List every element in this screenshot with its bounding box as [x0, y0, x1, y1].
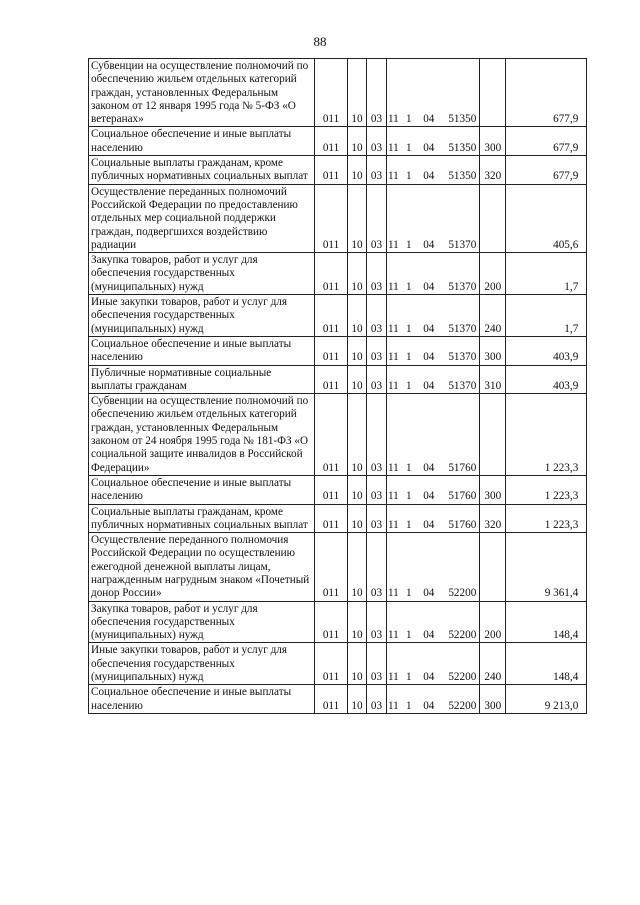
- direction-code: 52200: [440, 601, 480, 643]
- subprogram-code: 1: [400, 365, 418, 394]
- program-code: 11: [387, 127, 400, 156]
- direction-code: 51350: [440, 156, 480, 185]
- row-name: Иные закупки товаров, работ и услуг для обеспечения государственных (муниципальных) нужд: [89, 643, 315, 685]
- row-name: Социальное обеспечение и иные выплаты населению: [89, 685, 315, 714]
- direction-code: 52200: [440, 643, 480, 685]
- event-code: 04: [418, 533, 440, 601]
- direction-code: 51370: [440, 184, 480, 252]
- amount: 148,4: [506, 643, 587, 685]
- direction-code: 51370: [440, 336, 480, 365]
- amount: 1 223,3: [506, 394, 587, 476]
- amount: 405,6: [506, 184, 587, 252]
- subprogram-code: 1: [400, 504, 418, 533]
- program-code: 11: [387, 253, 400, 295]
- table-row: [89, 475, 587, 504]
- program-code: 11: [387, 685, 400, 714]
- subsection-code: 03: [367, 59, 387, 127]
- section-code: 10: [348, 643, 367, 685]
- section-code: 10: [348, 685, 367, 714]
- direction-code: 51370: [440, 295, 480, 337]
- section-code: 10: [348, 365, 367, 394]
- amount: 403,9: [506, 336, 587, 365]
- direction-code: 51350: [440, 127, 480, 156]
- subsection-code: 03: [367, 533, 387, 601]
- ministry-code: 011: [315, 685, 348, 714]
- subsection-code: 03: [367, 601, 387, 643]
- program-code: 11: [387, 601, 400, 643]
- section-code: 10: [348, 59, 367, 127]
- direction-code: 52200: [440, 533, 480, 601]
- subprogram-code: 1: [400, 475, 418, 504]
- subprogram-code: 1: [400, 336, 418, 365]
- ministry-code: 011: [315, 184, 348, 252]
- expense-type-code: 300: [480, 685, 506, 714]
- subprogram-code: 1: [400, 156, 418, 185]
- subsection-code: 03: [367, 504, 387, 533]
- direction-code: 51350: [440, 59, 480, 127]
- direction-code: 51760: [440, 475, 480, 504]
- ministry-code: 011: [315, 127, 348, 156]
- amount: 1 223,3: [506, 504, 587, 533]
- expense-type-code: 300: [480, 475, 506, 504]
- direction-code: 51370: [440, 365, 480, 394]
- program-code: 11: [387, 475, 400, 504]
- section-code: 10: [348, 184, 367, 252]
- direction-code: 51760: [440, 504, 480, 533]
- event-code: 04: [418, 336, 440, 365]
- expense-type-code: 320: [480, 156, 506, 185]
- program-code: 11: [387, 394, 400, 476]
- event-code: 04: [418, 127, 440, 156]
- table-row: [89, 533, 587, 601]
- subprogram-code: 1: [400, 127, 418, 156]
- event-code: 04: [418, 643, 440, 685]
- section-code: 10: [348, 336, 367, 365]
- subsection-code: 03: [367, 685, 387, 714]
- ministry-code: 011: [315, 59, 348, 127]
- subsection-code: 03: [367, 643, 387, 685]
- expense-type-code: [480, 59, 506, 127]
- amount: 677,9: [506, 156, 587, 185]
- row-name: Социальное обеспечение и иные выплаты населению: [89, 336, 315, 365]
- section-code: 10: [348, 601, 367, 643]
- ministry-code: 011: [315, 253, 348, 295]
- subsection-code: 03: [367, 365, 387, 394]
- row-name: Закупка товаров, работ и услуг для обеспечения государственных (муниципальных) нужд: [89, 253, 315, 295]
- program-code: 11: [387, 184, 400, 252]
- subprogram-code: 1: [400, 253, 418, 295]
- direction-code: 51370: [440, 253, 480, 295]
- program-code: 11: [387, 336, 400, 365]
- row-name: Социальное обеспечение и иные выплаты населению: [89, 127, 315, 156]
- subsection-code: 03: [367, 127, 387, 156]
- row-name: Осуществление переданных полномочий Российской Федерации по предоставлению отдельных мер социальной поддержки граждан, подвергшихся воздействию радиации: [89, 184, 315, 252]
- expense-type-code: 240: [480, 643, 506, 685]
- subprogram-code: 1: [400, 685, 418, 714]
- amount: 677,9: [506, 59, 587, 127]
- ministry-code: 011: [315, 156, 348, 185]
- subprogram-code: 1: [400, 601, 418, 643]
- row-name: Закупка товаров, работ и услуг для обеспечения государственных (муниципальных) нужд: [89, 601, 315, 643]
- table-row: [89, 59, 587, 127]
- direction-code: 51760: [440, 394, 480, 476]
- expense-type-code: 310: [480, 365, 506, 394]
- subsection-code: 03: [367, 336, 387, 365]
- program-code: 11: [387, 295, 400, 337]
- subprogram-code: 1: [400, 59, 418, 127]
- ministry-code: 011: [315, 601, 348, 643]
- subsection-code: 03: [367, 156, 387, 185]
- row-name: Субвенции на осуществление полномочий по обеспечению жильем отдельных категорий граждан, установленных Федеральным законом от 12 января 1995 года № 5-ФЗ «О ветеранах»: [89, 59, 315, 127]
- ministry-code: 011: [315, 533, 348, 601]
- amount: 148,4: [506, 601, 587, 643]
- table-row: [89, 365, 587, 394]
- event-code: 04: [418, 394, 440, 476]
- program-code: 11: [387, 156, 400, 185]
- table-row: [89, 156, 587, 185]
- table-row: [89, 643, 587, 685]
- amount: 1 223,3: [506, 475, 587, 504]
- amount: 677,9: [506, 127, 587, 156]
- table-row: [89, 601, 587, 643]
- program-code: 11: [387, 504, 400, 533]
- section-code: 10: [348, 253, 367, 295]
- row-name: Субвенции на осуществление полномочий по обеспечению жильем отдельных категорий граждан, установленных Федеральным законом от 24 ноября 1995 года № 181-ФЗ «О социальной защите инвалидов в Российской Федерации»: [89, 394, 315, 476]
- row-name: Публичные нормативные социальные выплаты гражданам: [89, 365, 315, 394]
- program-code: 11: [387, 59, 400, 127]
- row-name: Социальные выплаты гражданам, кроме публичных нормативных социальных выплат: [89, 504, 315, 533]
- event-code: 04: [418, 253, 440, 295]
- expense-type-code: [480, 394, 506, 476]
- amount: 9 213,0: [506, 685, 587, 714]
- event-code: 04: [418, 475, 440, 504]
- program-code: 11: [387, 643, 400, 685]
- event-code: 04: [418, 156, 440, 185]
- table-row: [89, 336, 587, 365]
- subprogram-code: 1: [400, 394, 418, 476]
- section-code: 10: [348, 504, 367, 533]
- event-code: 04: [418, 685, 440, 714]
- ministry-code: 011: [315, 504, 348, 533]
- amount: 1,7: [506, 253, 587, 295]
- section-code: 10: [348, 127, 367, 156]
- table-row: [89, 184, 587, 252]
- section-code: 10: [348, 394, 367, 476]
- expense-type-code: 320: [480, 504, 506, 533]
- program-code: 11: [387, 533, 400, 601]
- expense-type-code: [480, 184, 506, 252]
- section-code: 10: [348, 295, 367, 337]
- subsection-code: 03: [367, 184, 387, 252]
- row-name: Иные закупки товаров, работ и услуг для обеспечения государственных (муниципальных) нужд: [89, 295, 315, 337]
- expense-type-code: 240: [480, 295, 506, 337]
- ministry-code: 011: [315, 394, 348, 476]
- event-code: 04: [418, 504, 440, 533]
- ministry-code: 011: [315, 295, 348, 337]
- expense-type-code: 200: [480, 601, 506, 643]
- table-row: [89, 685, 587, 714]
- table-row: [89, 394, 587, 476]
- event-code: 04: [418, 59, 440, 127]
- subsection-code: 03: [367, 253, 387, 295]
- section-code: 10: [348, 475, 367, 504]
- subprogram-code: 1: [400, 295, 418, 337]
- subprogram-code: 1: [400, 643, 418, 685]
- event-code: 04: [418, 184, 440, 252]
- expense-type-code: [480, 533, 506, 601]
- ministry-code: 011: [315, 643, 348, 685]
- page-number: 88: [313, 34, 327, 49]
- section-code: 10: [348, 533, 367, 601]
- subprogram-code: 1: [400, 184, 418, 252]
- row-name: Социальные выплаты гражданам, кроме публичных нормативных социальных выплат: [89, 156, 315, 185]
- subsection-code: 03: [367, 394, 387, 476]
- ministry-code: 011: [315, 336, 348, 365]
- ministry-code: 011: [315, 475, 348, 504]
- amount: 403,9: [506, 365, 587, 394]
- row-name: Осуществление переданного полномочия Российской Федерации по осуществлению ежегодной денежной выплаты лицам, награжденным нагрудным знаком «Почетный донор России»: [89, 533, 315, 601]
- budget-table: [88, 58, 587, 714]
- row-name: Социальное обеспечение и иные выплаты населению: [89, 475, 315, 504]
- direction-code: 52200: [440, 685, 480, 714]
- expense-type-code: 300: [480, 127, 506, 156]
- program-code: 11: [387, 365, 400, 394]
- expense-type-code: 200: [480, 253, 506, 295]
- event-code: 04: [418, 295, 440, 337]
- table-row: [89, 504, 587, 533]
- subsection-code: 03: [367, 295, 387, 337]
- table-row: [89, 127, 587, 156]
- event-code: 04: [418, 601, 440, 643]
- amount: 9 361,4: [506, 533, 587, 601]
- table-row: [89, 295, 587, 337]
- subsection-code: 03: [367, 475, 387, 504]
- budget-table-body: [89, 59, 587, 714]
- section-code: 10: [348, 156, 367, 185]
- expense-type-code: 300: [480, 336, 506, 365]
- table-row: [89, 253, 587, 295]
- amount: 1,7: [506, 295, 587, 337]
- ministry-code: 011: [315, 365, 348, 394]
- event-code: 04: [418, 365, 440, 394]
- subprogram-code: 1: [400, 533, 418, 601]
